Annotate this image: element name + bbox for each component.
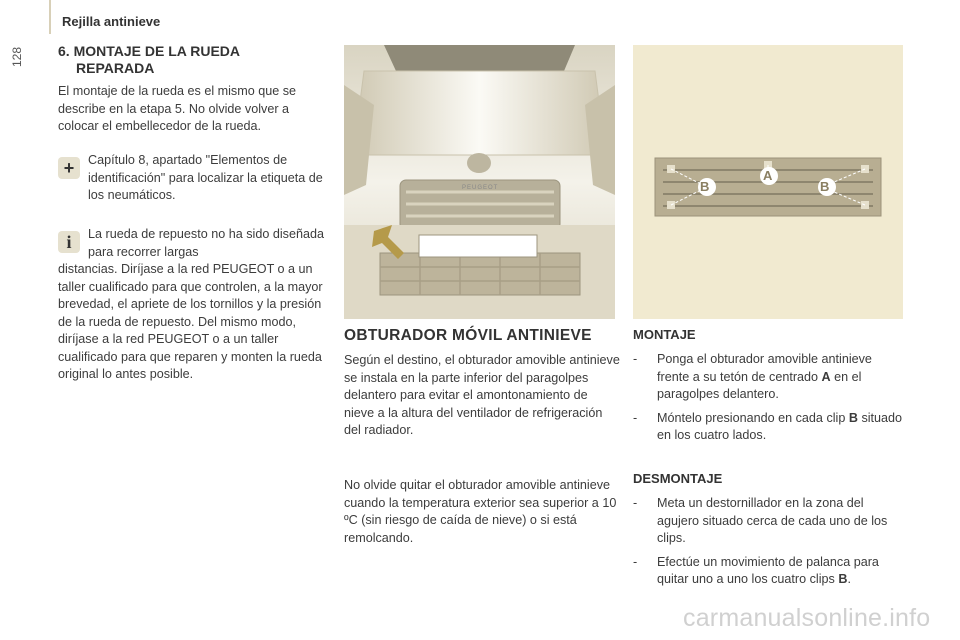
list-bold: B	[848, 410, 858, 425]
list-text: situado en los cuatro lados.	[657, 410, 903, 442]
paragraph-obturador-2: No olvide quitar el obturador amovible antinieve cuando la temperatura exterior sea superior a 10 ºC (sin riesgo de caída de nieve) o si está remolcando.	[344, 478, 617, 545]
heading-montaje-rueda	[58, 43, 328, 77]
heading-desmontaje: DESMONTAJE	[633, 471, 723, 486]
plus-icon: +	[58, 157, 80, 179]
list-text: Efectúe un movimiento de palanca para quitar uno a uno los cuatro clips	[657, 554, 879, 586]
paragraph-obturador-1: Según el destino, el obturador amovible antinieve se instala en la parte inferior del paragolpes delantero para evitar el amontonamiento de nieve a la altura del ventilador de refrigeración del radiador.	[344, 353, 620, 437]
list-item	[633, 554, 905, 589]
list-dash: -	[633, 554, 638, 569]
watermark: carmanualsonline.info	[683, 604, 931, 632]
section-title: Rejilla antinieve	[62, 14, 161, 29]
list-text: Móntelo presionando en cada clip	[657, 410, 849, 425]
list-dash: -	[633, 496, 638, 510]
info-icon: i	[58, 231, 80, 253]
heading-montaje: MONTAJE	[633, 327, 696, 342]
note-info-rest: distancias. Diríjase a la red PEUGEOT o a un taller cualificado para que controlen, a la mayor brevedad, el apriete de los tornillos y la presión de la rueda de repuesto. Del mismo modo, diríjase a la red PEUGEOT o a un taller cualificado para que reparen y monten la rueda original lo antes posible.	[58, 262, 323, 381]
car-front-svg	[344, 45, 615, 319]
note-info	[58, 226, 326, 384]
grille-badge: PEUGEOT	[462, 185, 499, 191]
header-rule	[49, 0, 51, 34]
note-info-first: La rueda de repuesto no ha sido diseñada para recorrer largas	[88, 227, 324, 259]
heading-line2: REPARADA	[76, 60, 155, 76]
list-dash: -	[633, 410, 638, 425]
note-plus: Capítulo 8, apartado "Elementos de identificación" para localizar la etiqueta de los neumáticos.	[88, 153, 323, 202]
obturador-diagram	[633, 45, 903, 319]
heading-obturador: OBTURADOR MÓVIL ANTINIEVE	[344, 327, 592, 344]
label-b-right: B	[820, 179, 830, 194]
list-item	[633, 495, 905, 548]
car-front-illustration	[344, 45, 615, 319]
heading-line1: 6. MONTAJE DE LA RUEDA	[58, 43, 241, 59]
montaje-list	[633, 351, 905, 451]
label-b-left: B	[700, 179, 710, 194]
list-item	[633, 410, 905, 445]
list-text: Ponga el obturador amovible antinieve frente a su tetón de centrado	[657, 352, 872, 384]
list-bold: A	[821, 369, 831, 384]
page-number: 128	[10, 46, 24, 67]
list-item	[633, 351, 905, 404]
label-a: A	[763, 168, 773, 183]
list-text: en el paragolpes delantero.	[657, 369, 862, 401]
list-bold: B	[838, 572, 848, 586]
paragraph-montaje: El montaje de la rueda es el mismo que se describe en la etapa 5. No olvide volver a colocar el embellecedor de la rueda.	[58, 84, 297, 133]
list-dash: -	[633, 352, 638, 366]
list-text: Meta un destornillador en la zona del agujero situado cerca de cada uno de los clips.	[657, 496, 888, 545]
list-text: .	[847, 572, 851, 586]
desmontaje-list	[633, 495, 905, 595]
